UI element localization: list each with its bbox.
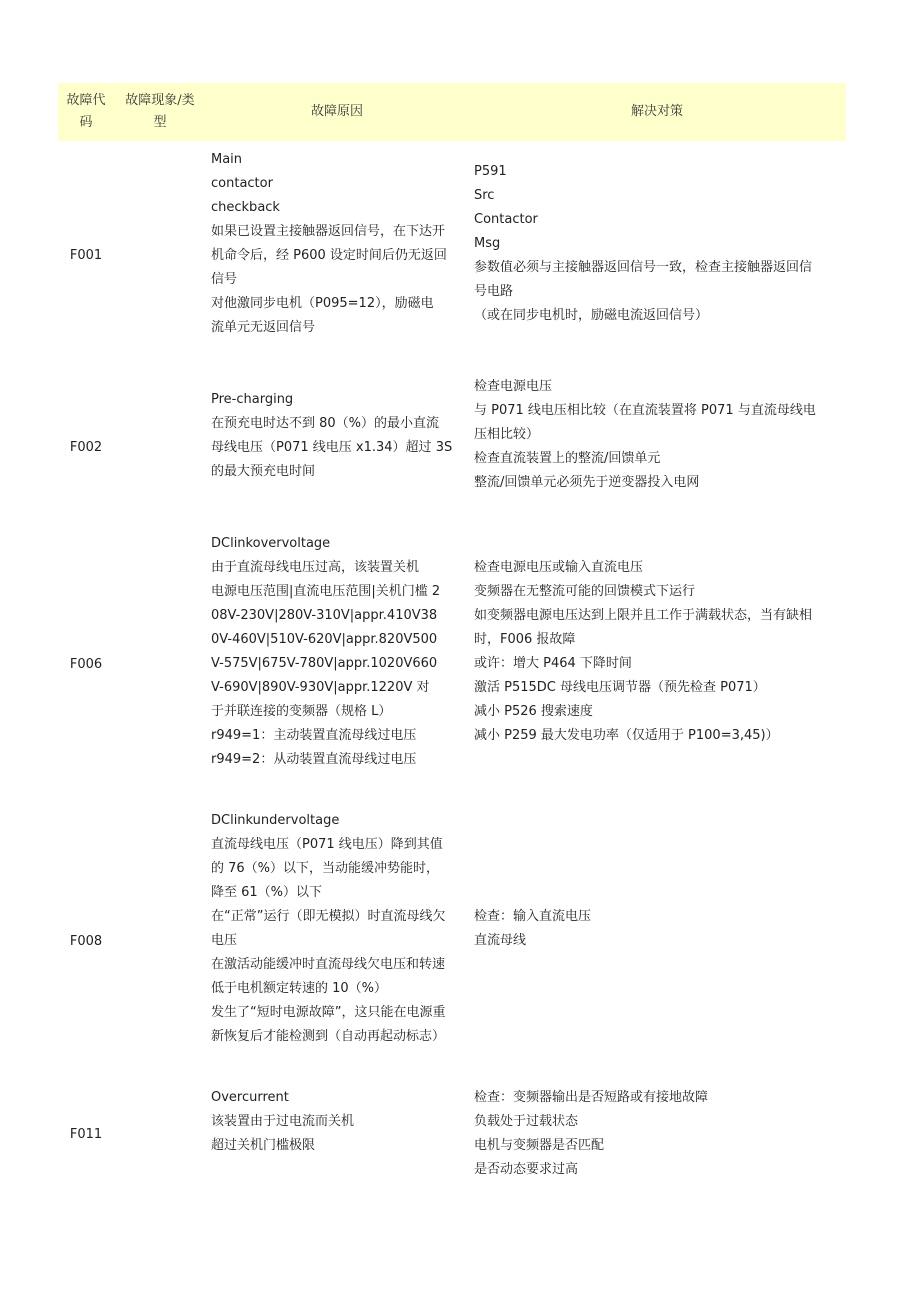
solution-line: 号电路 xyxy=(474,284,514,299)
cause-line: 电压 xyxy=(211,933,238,948)
cause-line: 发生了“短时电源故障”，这只能在电源重 xyxy=(211,1005,446,1020)
cause-line: 对他激同步电机（P095=12），励磁电 xyxy=(211,296,434,311)
fault-solution xyxy=(474,160,846,328)
fault-cause xyxy=(211,148,467,340)
fault-solution xyxy=(474,556,846,748)
cause-line: 如果已设置主接触器返回信号，在下达开 xyxy=(211,224,446,239)
cause-line: 在“正常”运行（即无模拟）时直流母线欠 xyxy=(211,909,446,924)
cause-line: 直流母线电压（P071 线电压）降到其值 xyxy=(211,837,443,852)
cause-line: r949=1：主动装置直流母线过电压 xyxy=(211,728,417,743)
header-solution xyxy=(468,83,846,141)
header-symptom xyxy=(114,83,206,141)
cause-line: contactor xyxy=(211,176,273,191)
cause-line: 的 76（%）以下，当动能缓冲势能时， xyxy=(211,861,440,876)
cause-line: r949=2：从动装置直流母线过电压 xyxy=(211,752,417,767)
header-solution-label: 解决对策 xyxy=(630,104,683,119)
cause-line: Main xyxy=(211,152,243,167)
table-header xyxy=(58,83,846,141)
solution-line: 电机与变频器是否匹配 xyxy=(474,1138,605,1153)
solution-line: P591 xyxy=(474,164,507,179)
solution-line: Msg xyxy=(474,236,501,251)
solution-line: Contactor xyxy=(474,212,538,227)
solution-line: 或许：增大 P464 下降时间 xyxy=(474,656,632,671)
cause-line: V-690V|890V-930V|appr.1220V 对 xyxy=(211,680,430,695)
cause-line: 超过关机门槛极限 xyxy=(211,1138,316,1153)
cause-line: DClinkundervoltage xyxy=(211,813,340,828)
solution-line: 参数值必须与主接触器返回信号一致，检查主接触器返回信 xyxy=(474,260,813,275)
cause-line: 该装置由于过电流而关机 xyxy=(211,1114,355,1129)
solution-line: 直流母线 xyxy=(474,933,527,948)
cause-line: 流单元无返回信号 xyxy=(211,320,316,335)
cause-line: 由于直流母线电压过高，该装置关机 xyxy=(211,560,420,575)
cause-line: 母线电压（P071 线电压 x1.34）超过 3S xyxy=(211,440,453,455)
cause-line: 电源电压范围|直流电压范围|关机门槛 2 xyxy=(211,584,441,599)
solution-line: 时，F006 报故障 xyxy=(474,632,576,647)
solution-line: 减小 P259 最大发电功率（仅适用于 P100=3,45)） xyxy=(474,728,779,743)
table-row xyxy=(58,1086,846,1182)
fault-solution xyxy=(474,1086,846,1182)
cause-line: 0V-460V|510V-620V|appr.820V500 xyxy=(211,632,438,647)
fault-cause xyxy=(211,1086,467,1158)
table-row xyxy=(58,532,846,772)
solution-line: 是否动态要求过高 xyxy=(474,1162,579,1177)
solution-line: 减小 P526 搜索速度 xyxy=(474,704,593,719)
fault-cause xyxy=(211,388,467,484)
cause-line: DClinkovervoltage xyxy=(211,536,331,551)
fault-code: F011 xyxy=(69,1127,103,1142)
fault-solution xyxy=(474,375,846,495)
solution-line: 检查：变频器输出是否短路或有接地故障 xyxy=(474,1090,709,1105)
cause-line: 低于电机额定转速的 10（%） xyxy=(211,981,388,996)
header-code xyxy=(58,83,114,141)
fault-cause xyxy=(211,809,467,1049)
cause-line: 于并联连接的变频器（规格 L） xyxy=(211,704,392,719)
fault-code: F002 xyxy=(69,440,103,455)
fault-cause xyxy=(211,532,467,772)
cause-line: 在激活动能缓冲时直流母线欠电压和转速 xyxy=(211,957,446,972)
header-symptom-label: 故障现象/类型 xyxy=(125,93,195,130)
table-row xyxy=(58,809,846,1049)
header-cause xyxy=(206,83,468,141)
table-row xyxy=(58,147,846,343)
solution-line: 如变频器电源电压达到上限并且工作于满载状态，当有缺相 xyxy=(474,608,813,623)
fault-code: F001 xyxy=(69,248,103,263)
fault-code: F008 xyxy=(69,934,103,949)
cause-line: 新恢复后才能检测到（自动再起动标志） xyxy=(211,1029,446,1044)
solution-line: 检查：输入直流电压 xyxy=(474,909,592,924)
cause-line: 的最大预充电时间 xyxy=(211,464,316,479)
solution-line: 与 P071 线电压相比较（在直流装置将 P071 与直流母线电 xyxy=(474,403,816,418)
cause-line: checkback xyxy=(211,200,280,215)
solution-line: 压相比较） xyxy=(474,427,540,442)
cause-line: 降至 61（%）以下 xyxy=(211,885,323,900)
header-code-label: 故障代码 xyxy=(66,93,106,130)
cause-line: 在预充电时达不到 80（%）的最小直流 xyxy=(211,416,440,431)
header-cause-label: 故障原因 xyxy=(310,104,363,119)
fault-code: F006 xyxy=(69,657,103,672)
cause-line: 机命令后，经 P600 设定时间后仍无返回 xyxy=(211,248,447,263)
cause-line: 信号 xyxy=(211,272,238,287)
solution-line: （或在同步电机时，励磁电流返回信号） xyxy=(474,308,709,323)
solution-line: 整流/回馈单元必须先于逆变器投入电网 xyxy=(474,475,700,490)
solution-line: 检查直流装置上的整流/回馈单元 xyxy=(474,451,661,466)
cause-line: V-575V|675V-780V|appr.1020V660 xyxy=(211,656,438,671)
cause-line: 08V-230V|280V-310V|appr.410V38 xyxy=(211,608,438,623)
solution-line: 检查电源电压或输入直流电压 xyxy=(474,560,644,575)
table-row xyxy=(58,375,846,495)
fault-solution xyxy=(474,905,846,953)
solution-line: 检查电源电压 xyxy=(474,379,553,394)
solution-line: 变频器在无整流可能的回馈模式下运行 xyxy=(474,584,696,599)
solution-line: 激活 P515DC 母线电压调节器（预先检查 P071） xyxy=(474,680,766,695)
cause-line: Pre-charging xyxy=(211,392,294,407)
solution-line: Src xyxy=(474,188,495,203)
solution-line: 负载处于过载状态 xyxy=(474,1114,579,1129)
cause-line: Overcurrent xyxy=(211,1090,289,1105)
